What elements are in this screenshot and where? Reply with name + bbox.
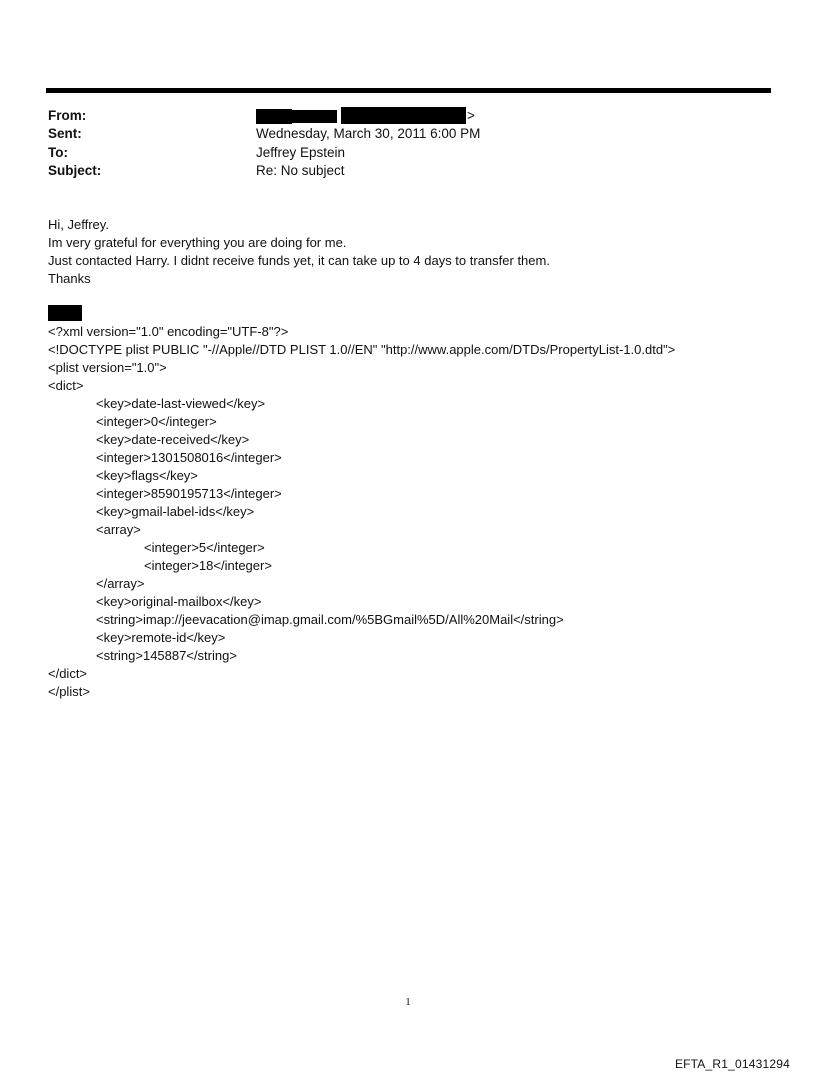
xml-line: </array> (96, 576, 145, 591)
xml-line: <array> (96, 522, 141, 537)
sent-label: Sent: (48, 126, 82, 141)
subject-value: Re: No subject (256, 163, 345, 178)
to-value: Jeffrey Epstein (256, 145, 346, 160)
xml-line: <integer>0</integer> (96, 414, 217, 429)
xml-line: <integer>1301508016</integer> (96, 450, 282, 465)
xml-line: <integer>5</integer> (144, 540, 265, 555)
xml-line: <key>date-last-viewed</key> (96, 396, 266, 411)
xml-line: <integer>18</integer> (144, 558, 272, 573)
xml-line: </plist> (48, 684, 90, 699)
body-line: Im very grateful for everything you are doing for me. (48, 235, 347, 250)
redaction-block (291, 110, 337, 123)
to-label: To: (48, 145, 68, 160)
xml-line: <integer>8590195713</integer> (96, 486, 282, 501)
page-number: 1 (405, 996, 411, 1008)
signature-redaction (48, 305, 82, 321)
sent-value: Wednesday, March 30, 2011 6:00 PM (256, 126, 481, 141)
xml-line: <key>remote-id</key> (96, 630, 226, 645)
xml-line: <key>original-mailbox</key> (96, 594, 262, 609)
xml-plist (48, 323, 675, 701)
xml-line: <key>date-received</key> (96, 432, 250, 447)
subject-label: Subject: (48, 163, 102, 178)
redaction-block (341, 107, 466, 124)
xml-line: <key>flags</key> (96, 468, 198, 483)
from-suffix: > (467, 108, 475, 123)
bates-number: EFTA_R1_01431294 (674, 1057, 790, 1071)
redaction-block (256, 109, 292, 124)
xml-line: </dict> (48, 666, 88, 681)
body-line: Thanks (48, 271, 91, 286)
body-line: Just contacted Harry. I didnt receive funds yet, it can take up to 4 days to transfer them. (48, 253, 550, 268)
xml-line: <key>gmail-label-ids</key> (96, 504, 255, 519)
xml-line: <dict> (48, 378, 84, 393)
header-rule (46, 88, 771, 93)
xml-line: <string>imap://jeevacation@imap.gmail.com/%5BGmail%5D/All%20Mail</string> (96, 612, 564, 627)
xml-line: <?xml version="1.0" encoding="UTF-8"?> (48, 324, 289, 339)
from-label: From: (48, 108, 87, 123)
xml-line: <plist version="1.0"> (48, 360, 167, 375)
body-line: Hi, Jeffrey. (48, 217, 109, 232)
xml-line: <!DOCTYPE plist PUBLIC "-//Apple//DTD PLIST 1.0//EN" "http://www.apple.com/DTDs/PropertyList-1.0.dtd"> (48, 342, 676, 357)
message-body (48, 216, 550, 288)
xml-line: <string>145887</string> (96, 648, 237, 663)
